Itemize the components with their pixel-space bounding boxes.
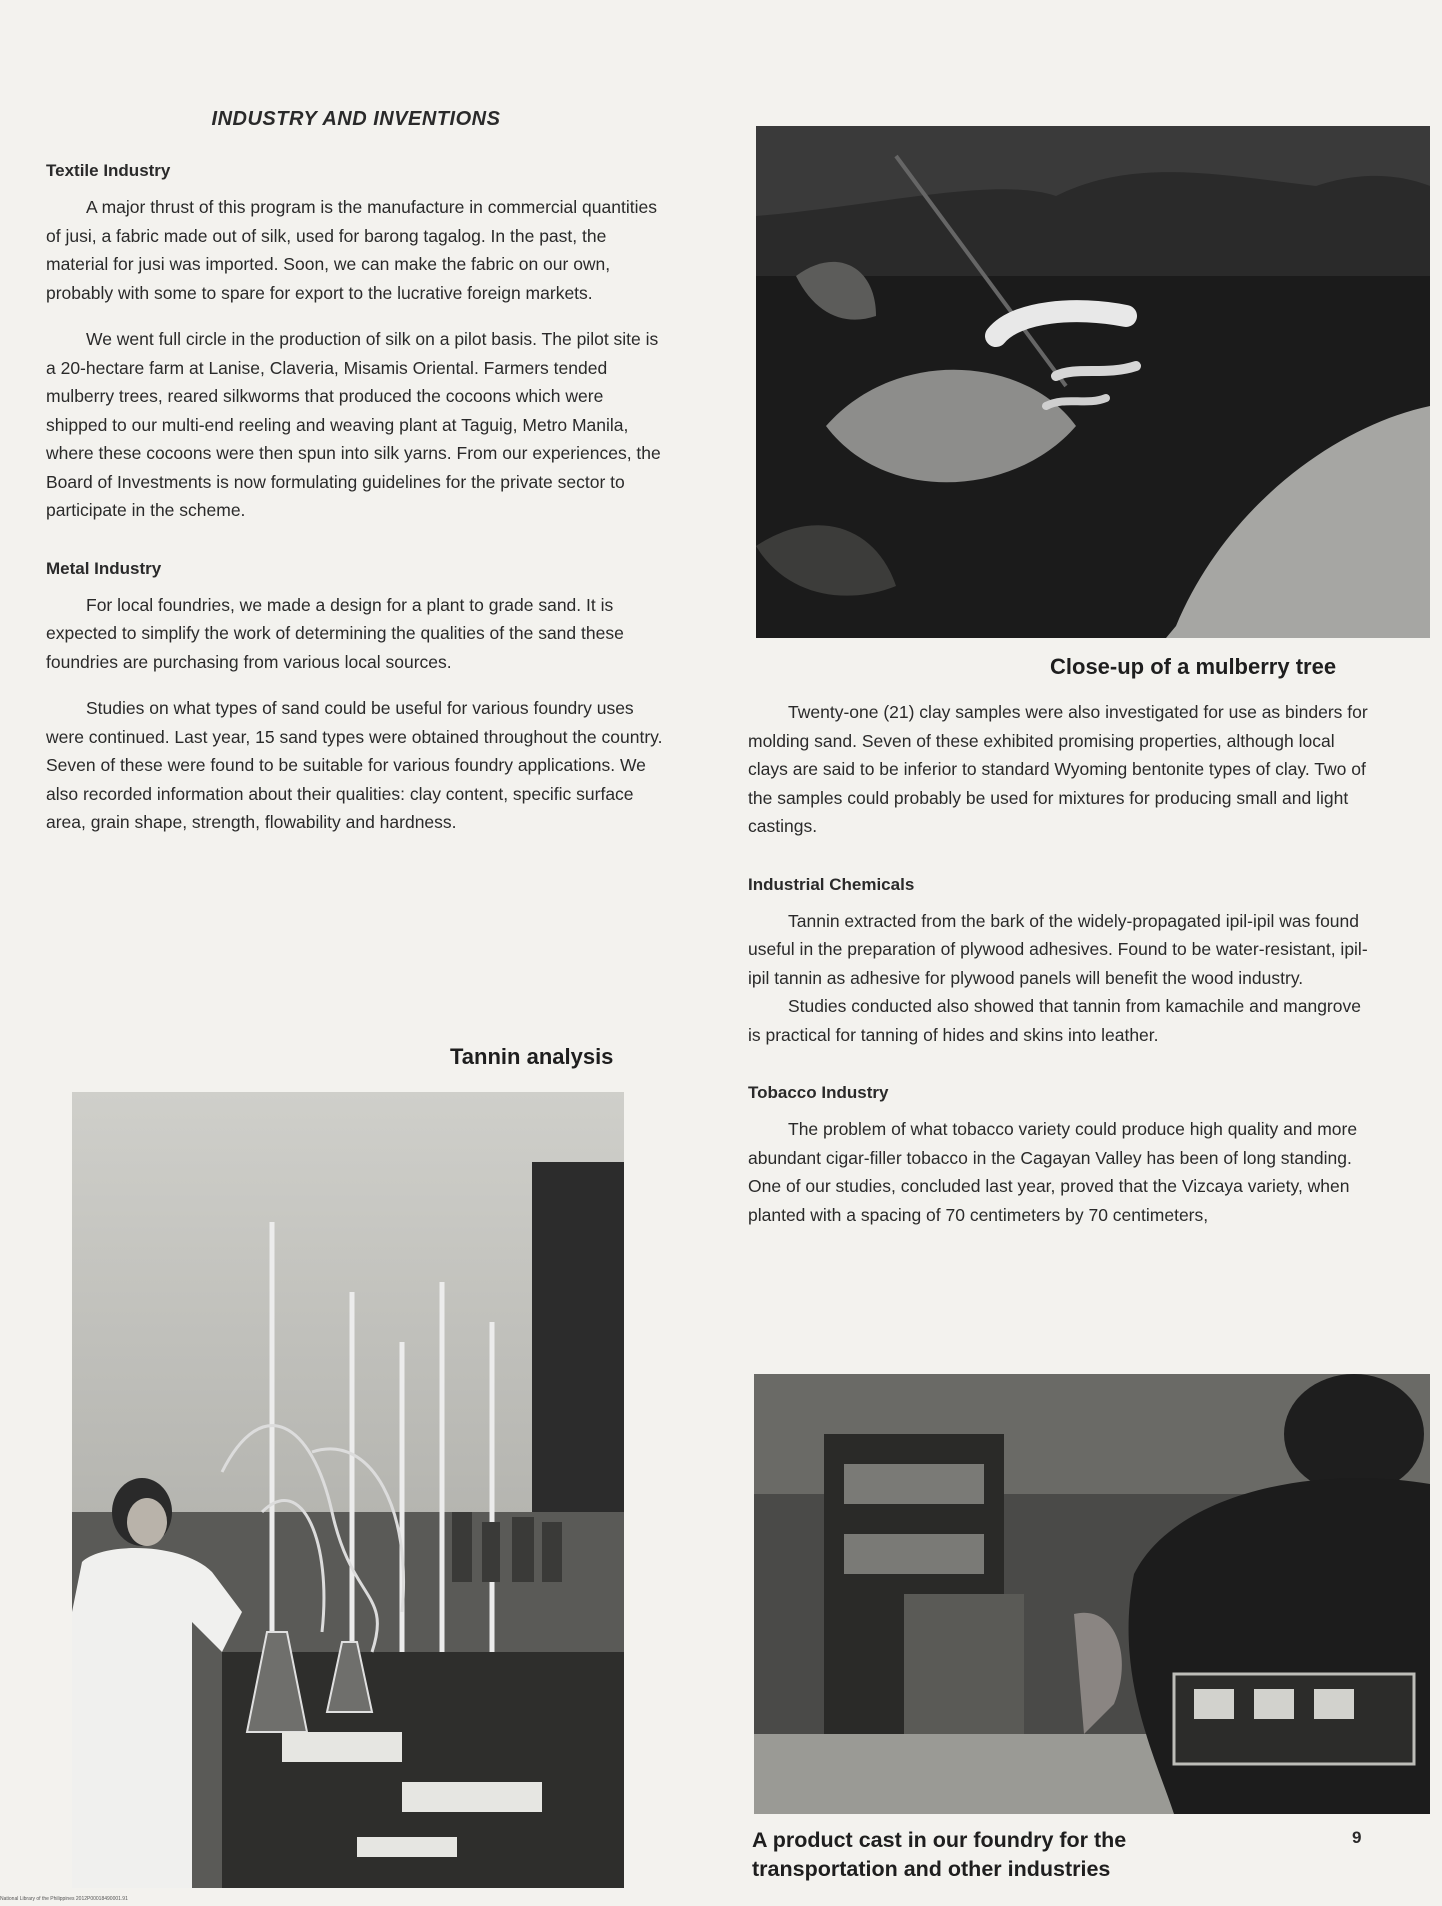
left-column <box>46 108 666 837</box>
caption-tannin-analysis: Tannin analysis <box>450 1044 614 1069</box>
right-column <box>748 698 1368 1229</box>
textile-paragraph-2: We went full circle in the production of silk on a pilot basis. The pilot site is a 20-hectare farm at Lanise, Claveria, Misamis Oriental. Farmers tended mulberry trees, reared silkworms that produced the cocoons which were shipped to our multi-end reeling and weaving plant at Taguig, Metro Manila, where these cocoons were then spun into silk yarns. From our experiences, the Board of Investments is now formulating guidelines for the private sector to participate in the scheme. <box>46 329 661 520</box>
lab-scene-illustration <box>72 1092 624 1888</box>
metal-paragraph-1: For local foundries, we made a design for a plant to grade sand. It is expected to simplify the work of determining the qualities of the sand these foundries are purchasing from various local sources. <box>46 594 624 672</box>
section-title: INDUSTRY AND INVENTIONS <box>211 108 501 130</box>
heading-textile-industry: Textile Industry <box>46 161 171 180</box>
footer-credit: National Library of the Philippines 2012P00018490001.91 <box>0 1896 128 1902</box>
caption-foundry-product: A product cast in our foundry for the transportation and other industries <box>752 1828 1127 1881</box>
photo-tannin-analysis <box>72 1092 624 1888</box>
heading-industrial-chemicals: Industrial Chemicals <box>748 874 915 894</box>
metal-paragraph-3: Twenty-one (21) clay samples were also investigated for use as binders for molding sand. Seven of these exhibited promising properties, although local clays are said to be inferior to standard Wyoming bentonite types of clay. Two of the samples could probably be used for mixtures for producing small and light castings. <box>748 702 1368 836</box>
tobacco-paragraph-1: The problem of what tobacco variety could produce high quality and more abundant cigar-filler tobacco in the Cagayan Valley has been of long standing. One of our studies, concluded last year, proved that the Vizcaya variety, when planted with a spacing of 70 centimeters by 70 centimeters, <box>748 1119 1358 1225</box>
foundry-scene-illustration <box>754 1374 1430 1814</box>
metal-paragraph-2: Studies on what types of sand could be useful for various foundry uses were continued. Last year, 15 sand types were obtained throughout the country. Seven of these were found to be suitable for various foundry applications. We also recorded information about their qualities: clay content, specific surface area, grain shape, strength, flowability and hardness. <box>46 698 663 832</box>
photo-foundry-product <box>754 1374 1430 1814</box>
page-number: 9 <box>1352 1828 1362 1847</box>
heading-tobacco-industry: Tobacco Industry <box>748 1083 889 1102</box>
textile-paragraph-1: A major thrust of this program is the manufacture in commercial quantities of jusi, a fabric made out of silk, used for barong tagalog. In the past, the material for jusi was imported. Soon, we can make the fabric on our own, probably with some to spare for export to the lucrative foreign markets. <box>46 197 657 303</box>
chemicals-paragraph-1: Tannin extracted from the bark of the widely-propagated ipil-ipil was found useful in the preparation of plywood adhesives. Found to be water-resistant, ipil-ipil tannin as adhesive for plywood panels will benefit the wood industry. <box>748 910 1368 988</box>
heading-metal-industry: Metal Industry <box>46 558 162 578</box>
photo-mulberry-tree <box>756 126 1430 638</box>
caption-mulberry-tree: Close-up of a mulberry tree <box>1050 654 1337 679</box>
mulberry-scene-illustration <box>756 126 1430 638</box>
chemicals-paragraph-2: Studies conducted also showed that tannin from kamachile and mangrove is practical for tanning of hides and skins into leather. <box>748 996 1361 1045</box>
